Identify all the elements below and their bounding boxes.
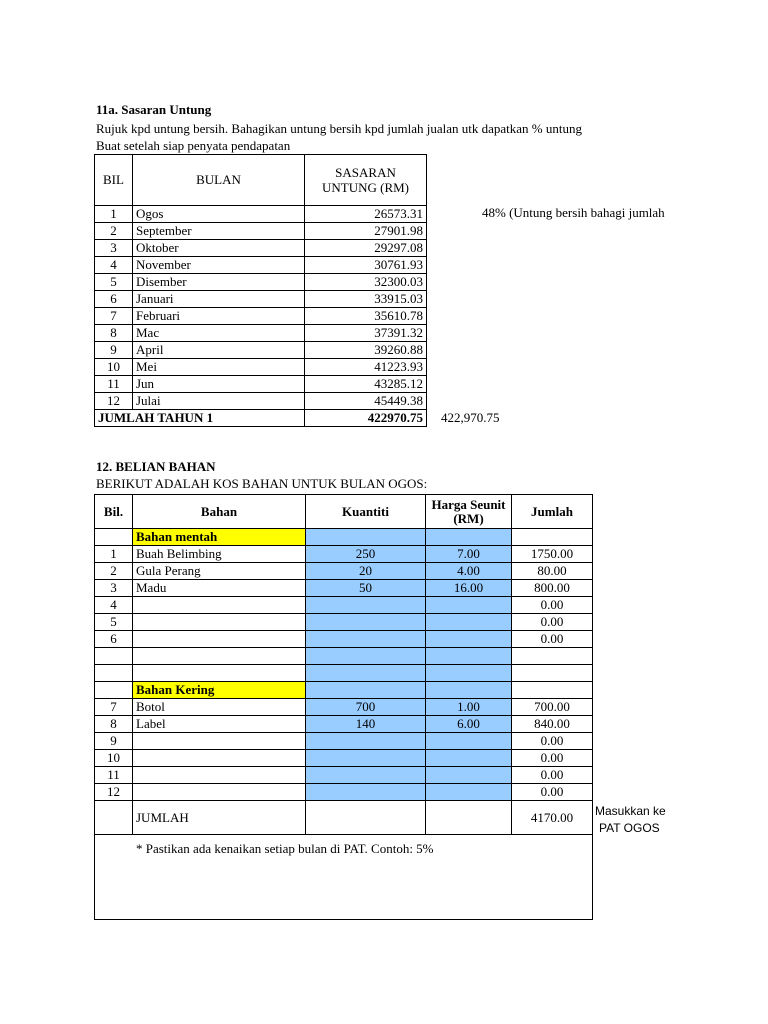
amount-cell: 0.00	[512, 750, 593, 767]
table-row	[95, 597, 593, 614]
row-number: 9	[95, 733, 133, 750]
amount-cell: 800.00	[512, 580, 593, 597]
material-name-cell	[133, 733, 306, 750]
unit-price-input-cell[interactable]: 4.00	[426, 563, 512, 580]
unit-price-input-cell[interactable]	[426, 733, 512, 750]
empty-cell	[426, 529, 512, 546]
section-11-instruction-2: Buat setelah siap penyata pendapatan	[96, 138, 291, 153]
row-number: 3	[95, 240, 133, 257]
empty-cell	[426, 682, 512, 699]
total-row	[95, 801, 593, 835]
empty-cell	[306, 665, 426, 682]
target-value-cell: 32300.03	[305, 274, 427, 291]
amount-cell: 0.00	[512, 733, 593, 750]
unit-price-input-cell[interactable]: 16.00	[426, 580, 512, 597]
total-label: JUMLAH	[133, 801, 306, 835]
month-cell: September	[133, 223, 305, 240]
amount-cell: 0.00	[512, 597, 593, 614]
empty-cell	[95, 665, 133, 682]
header-kuantiti: Kuantiti	[306, 495, 426, 529]
quantity-input-cell[interactable]	[306, 784, 426, 801]
row-number: 6	[95, 631, 133, 648]
month-cell: Mei	[133, 359, 305, 376]
material-name-cell: Gula Perang	[133, 563, 306, 580]
month-cell: November	[133, 257, 305, 274]
row-number: 5	[95, 614, 133, 631]
quantity-input-cell[interactable]: 250	[306, 546, 426, 563]
target-value-cell: 29297.08	[305, 240, 427, 257]
group-label: Bahan mentah	[133, 529, 306, 546]
amount-cell: 0.00	[512, 631, 593, 648]
empty-cell	[426, 801, 512, 835]
unit-price-input-cell[interactable]	[426, 767, 512, 784]
table-row	[95, 784, 593, 801]
target-value-cell: 39260.88	[305, 342, 427, 359]
quantity-input-cell[interactable]	[306, 597, 426, 614]
total-row	[95, 410, 427, 427]
table-row	[95, 631, 593, 648]
quantity-input-cell[interactable]	[306, 631, 426, 648]
table-row	[95, 342, 427, 359]
section-12-title: 12. BELIAN BAHAN	[96, 459, 216, 474]
amount-cell: 0.00	[512, 767, 593, 784]
empty-cell	[133, 648, 306, 665]
material-name-cell	[133, 597, 306, 614]
material-name-cell: Buah Belimbing	[133, 546, 306, 563]
total-label: JUMLAH TAHUN 1	[95, 410, 305, 427]
month-cell: Oktober	[133, 240, 305, 257]
target-value-cell: 27901.98	[305, 223, 427, 240]
unit-price-input-cell[interactable]	[426, 614, 512, 631]
header-bil: Bil.	[95, 495, 133, 529]
row-number: 12	[95, 784, 133, 801]
row-number: 1	[95, 546, 133, 563]
section-11-instruction: Rujuk kpd untung bersih. Bahagikan untung bersih kpd jumlah jualan utk dapatkan % untung	[96, 121, 582, 136]
empty-cell	[512, 682, 593, 699]
total-value: 4170.00	[512, 801, 593, 835]
month-cell: Februari	[133, 308, 305, 325]
quantity-input-cell[interactable]: 140	[306, 716, 426, 733]
note-text: * Pastikan ada kenaikan setiap bulan di PAT. Contoh: 5%	[95, 835, 593, 920]
group-row-bahan-mentah	[95, 529, 593, 546]
blank-row	[95, 648, 593, 665]
row-number: 8	[95, 716, 133, 733]
material-name-cell: Botol	[133, 699, 306, 716]
month-cell: April	[133, 342, 305, 359]
table-row	[95, 325, 427, 342]
group-row-bahan-kering	[95, 682, 593, 699]
table-row	[95, 274, 427, 291]
unit-price-input-cell[interactable]	[426, 597, 512, 614]
table-row	[95, 733, 593, 750]
table-row	[95, 563, 593, 580]
amount-cell: 0.00	[512, 614, 593, 631]
row-number: 4	[95, 257, 133, 274]
table-row	[95, 240, 427, 257]
empty-cell	[512, 665, 593, 682]
header-jumlah: Jumlah	[512, 495, 593, 529]
quantity-input-cell[interactable]	[306, 614, 426, 631]
target-value-cell: 41223.93	[305, 359, 427, 376]
unit-price-input-cell[interactable]	[426, 784, 512, 801]
unit-price-input-cell[interactable]: 1.00	[426, 699, 512, 716]
row-number: 5	[95, 274, 133, 291]
quantity-input-cell[interactable]	[306, 767, 426, 784]
group-label: Bahan Kering	[133, 682, 306, 699]
amount-cell: 0.00	[512, 784, 593, 801]
quantity-input-cell[interactable]	[306, 750, 426, 767]
amount-cell: 700.00	[512, 699, 593, 716]
row-number: 10	[95, 359, 133, 376]
table-row	[95, 580, 593, 597]
table-row	[95, 393, 427, 410]
quantity-input-cell[interactable]: 20	[306, 563, 426, 580]
table-row	[95, 291, 427, 308]
table-row	[95, 546, 593, 563]
table-row	[95, 750, 593, 767]
empty-cell	[426, 648, 512, 665]
target-value-cell: 37391.32	[305, 325, 427, 342]
empty-cell	[133, 665, 306, 682]
quantity-input-cell[interactable]: 700	[306, 699, 426, 716]
unit-price-input-cell[interactable]	[426, 631, 512, 648]
material-name-cell	[133, 631, 306, 648]
unit-price-input-cell[interactable]	[426, 750, 512, 767]
material-name-cell	[133, 767, 306, 784]
target-value-cell: 45449.38	[305, 393, 427, 410]
header-bil: BIL	[95, 155, 133, 206]
row-number: 7	[95, 308, 133, 325]
row-number: 7	[95, 699, 133, 716]
row-number: 8	[95, 325, 133, 342]
header-harga: Harga Seunit (RM)	[426, 495, 512, 529]
target-value-cell: 43285.12	[305, 376, 427, 393]
row-number: 9	[95, 342, 133, 359]
quantity-input-cell[interactable]	[306, 733, 426, 750]
month-cell: Julai	[133, 393, 305, 410]
header-bulan: BULAN	[133, 155, 305, 206]
empty-cell	[95, 682, 133, 699]
section-12-subtitle: BERIKUT ADALAH KOS BAHAN UNTUK BULAN OGOS:	[96, 476, 428, 491]
side-note-1: Masukkan ke	[595, 804, 666, 818]
empty-cell	[512, 648, 593, 665]
unit-price-input-cell[interactable]: 6.00	[426, 716, 512, 733]
target-value-cell: 33915.03	[305, 291, 427, 308]
percentage-note: 48% (Untung bersih bahagi jumlah	[482, 205, 665, 220]
table-row	[95, 767, 593, 784]
table-row	[95, 308, 427, 325]
month-cell: Jun	[133, 376, 305, 393]
table-row	[95, 614, 593, 631]
table-row	[95, 223, 427, 240]
amount-cell: 840.00	[512, 716, 593, 733]
row-number: 2	[95, 563, 133, 580]
target-value-cell: 35610.78	[305, 308, 427, 325]
month-cell: Disember	[133, 274, 305, 291]
table-row	[95, 699, 593, 716]
quantity-input-cell[interactable]: 50	[306, 580, 426, 597]
target-value-cell: 30761.93	[305, 257, 427, 274]
amount-cell: 1750.00	[512, 546, 593, 563]
side-note-2: PAT OGOS	[599, 821, 660, 835]
material-name-cell	[133, 614, 306, 631]
empty-cell	[512, 529, 593, 546]
material-name-cell	[133, 784, 306, 801]
material-name-cell: Madu	[133, 580, 306, 597]
material-name-cell	[133, 750, 306, 767]
table-row	[95, 716, 593, 733]
empty-cell	[306, 682, 426, 699]
target-value-cell: 26573.31	[305, 206, 427, 223]
header-sasaran: SASARAN UNTUNG (RM)	[305, 155, 427, 206]
row-number: 11	[95, 767, 133, 784]
empty-cell	[95, 529, 133, 546]
table-row	[95, 359, 427, 376]
note-row	[95, 835, 593, 920]
row-number: 6	[95, 291, 133, 308]
empty-cell	[95, 648, 133, 665]
row-number: 10	[95, 750, 133, 767]
profit-target-table	[94, 154, 427, 427]
unit-price-input-cell[interactable]: 7.00	[426, 546, 512, 563]
amount-cell: 80.00	[512, 563, 593, 580]
row-number: 2	[95, 223, 133, 240]
total-side-value: 422,970.75	[441, 410, 500, 425]
row-number: 12	[95, 393, 133, 410]
section-11-title: 11a. Sasaran Untung	[96, 102, 212, 117]
month-cell: Mac	[133, 325, 305, 342]
table-row	[95, 257, 427, 274]
empty-cell	[306, 648, 426, 665]
table-row	[95, 206, 427, 223]
month-cell: Ogos	[133, 206, 305, 223]
material-cost-table	[94, 494, 593, 920]
empty-cell	[306, 529, 426, 546]
row-number: 3	[95, 580, 133, 597]
material-name-cell: Label	[133, 716, 306, 733]
empty-cell	[426, 665, 512, 682]
empty-cell	[95, 801, 133, 835]
total-value: 422970.75	[305, 410, 427, 427]
row-number: 11	[95, 376, 133, 393]
header-bahan: Bahan	[133, 495, 306, 529]
empty-cell	[306, 801, 426, 835]
blank-row	[95, 665, 593, 682]
row-number: 1	[95, 206, 133, 223]
row-number: 4	[95, 597, 133, 614]
table-row	[95, 376, 427, 393]
month-cell: Januari	[133, 291, 305, 308]
